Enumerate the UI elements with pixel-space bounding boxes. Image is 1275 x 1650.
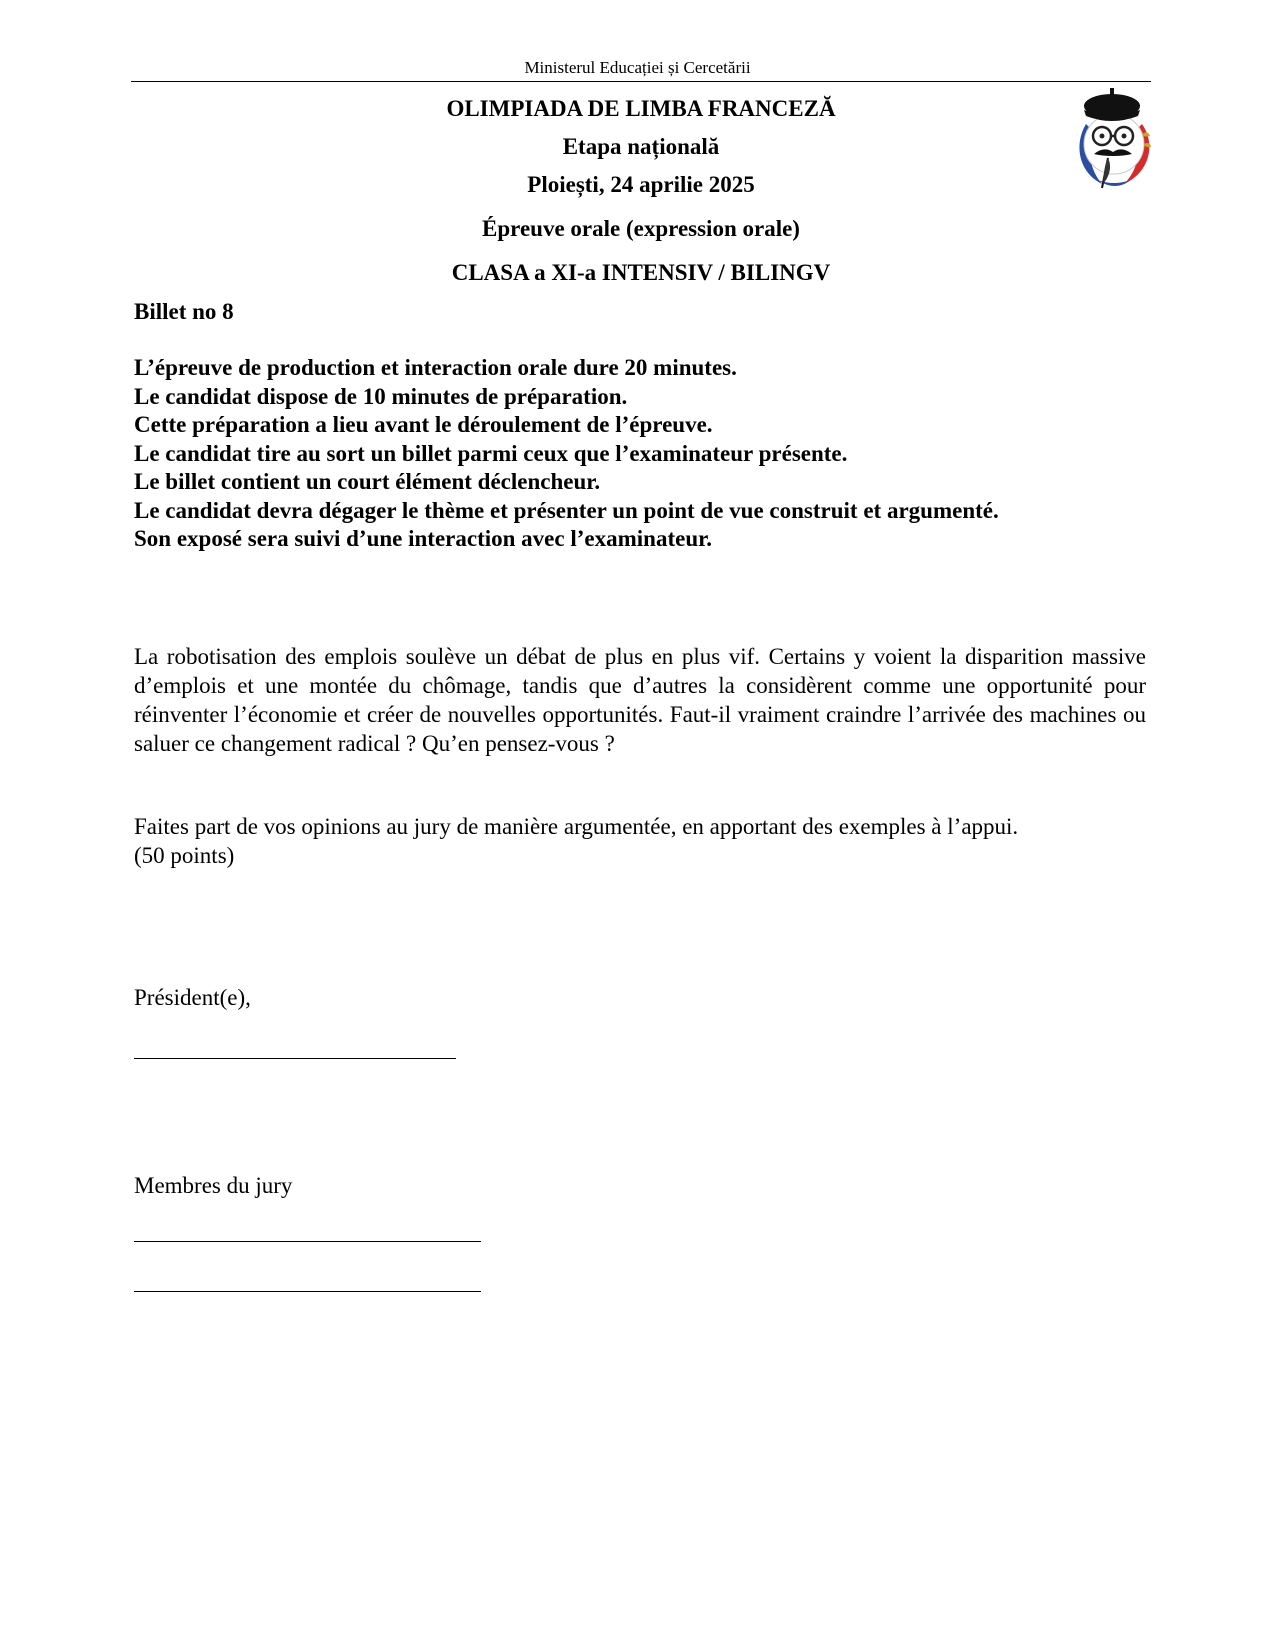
president-signature-line (134, 1058, 456, 1059)
instruction-line: Le candidat tire au sort un billet parmi ceux que l’examinateur présente. (134, 440, 848, 466)
task-block (134, 812, 1154, 870)
task-points: (50 points) (134, 843, 235, 868)
header-divider (131, 81, 1151, 82)
exam-title: Épreuve orale (expression orale) (482, 216, 800, 241)
instruction-line: Le billet contient un court élément déclencheur. (134, 469, 601, 494)
prompt-paragraph: La robotisation des emplois soulève un débat de plus en plus vif. Certains y voient la disparition massive d’emplois et une montée du chômage, tandis que d’autres la considèrent comme une opportunité pour réinventer l’économie et créer de nouvelles opportunités. Faut-il vraiment craindre l’arrivée des machines ou saluer ce changement radical ? Qu’en pensez-vous ? (134, 644, 1146, 756)
olympiad-title: OLIMPIADA DE LIMBA FRANCEZĂ (446, 96, 836, 121)
jury-members-label: Membres du jury (134, 1173, 293, 1198)
instruction-line: Le candidat devra dégager le thème et présenter un point de vue construit et argumenté. (134, 497, 999, 523)
billet-number: Billet no 8 (134, 299, 234, 324)
president-label: Président(e), (134, 985, 251, 1010)
instruction-line: Son exposé sera suivi d’une interaction avec l’examinateur. (134, 526, 712, 551)
ministry-header: Ministerul Educației și Cercetării (524, 58, 751, 77)
place-date: Ploiești, 24 aprilie 2025 (527, 172, 755, 197)
olympiad-logo-icon (1068, 84, 1160, 190)
instruction-line: Cette préparation a lieu avant le déroulement de l’épreuve. (134, 412, 713, 437)
stage-title: Etapa națională (562, 134, 720, 159)
class-title: CLASA a XI-a INTENSIV / BILINGV (451, 260, 831, 285)
jury-signature-line-2 (134, 1291, 481, 1292)
jury-signature-line-1 (134, 1241, 481, 1242)
instructions-block (134, 354, 1154, 554)
instruction-line: Le candidat dispose de 10 minutes de préparation. (134, 383, 628, 409)
title-block (131, 90, 1151, 292)
instruction-line: L’épreuve de production et interaction orale dure 20 minutes. (134, 355, 737, 380)
task-text: Faites part de vos opinions au jury de manière argumentée, en apportant des exemples à l’appui. (134, 814, 1019, 839)
